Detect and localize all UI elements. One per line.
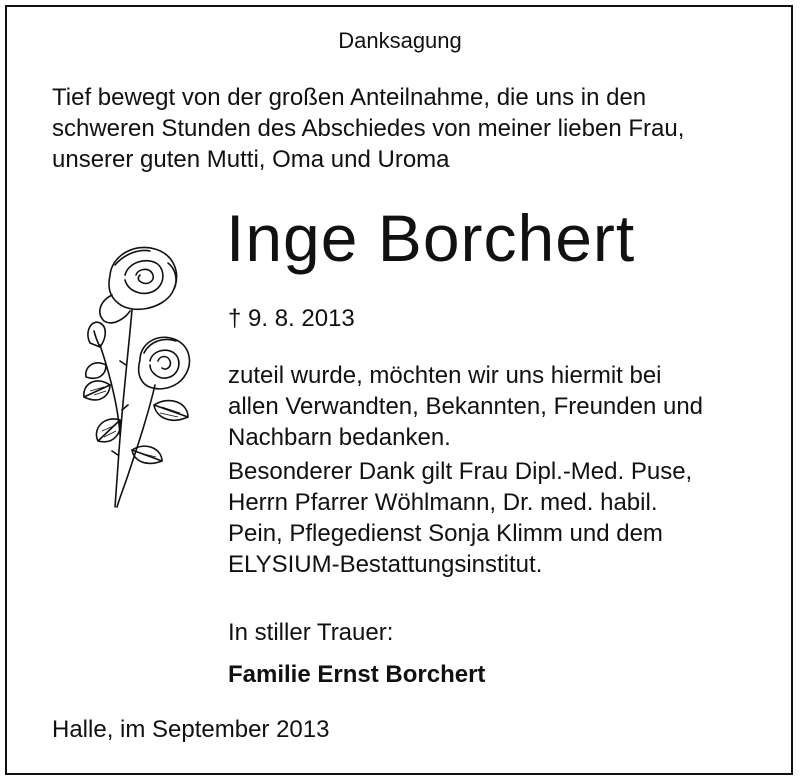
thanks-line: zuteil wurde, möchten wir uns hiermit bei [228, 362, 662, 389]
place-date: Halle, im September 2013 [52, 716, 330, 743]
special-thanks-line: Herrn Pfarrer Wöhlmann, Dr. med. habil. [228, 489, 658, 516]
special-thanks-line: Besonderer Dank gilt Frau Dipl.-Med. Puse, [228, 458, 693, 485]
thanks-paragraph [228, 360, 748, 453]
special-thanks-paragraph [228, 456, 748, 580]
intro-text [52, 82, 752, 175]
special-thanks-line: ELYSIUM-Bestattungsinstitut. [228, 551, 543, 578]
thanks-line: allen Verwandten, Bekannten, Freunden und [228, 393, 704, 420]
intro-line: schweren Stunden des Abschiedes von meiner lieben Frau, [52, 115, 685, 142]
rose-icon [70, 235, 205, 510]
notice-heading: Danksagung [338, 28, 462, 53]
intro-line: unserer guten Mutti, Oma und Uroma [52, 146, 450, 173]
mourning-label: In stiller Trauer: [228, 619, 394, 646]
intro-line: Tief bewegt von der großen Anteilnahme, die uns in den [52, 84, 647, 111]
thanks-line: Nachbarn bedanken. [228, 424, 451, 451]
deceased-name: Inge Borchert [226, 201, 636, 275]
family-signature: Familie Ernst Borchert [228, 661, 486, 688]
death-date: † 9. 8. 2013 [228, 305, 355, 332]
special-thanks-line: Pein, Pflegedienst Sonja Klimm und dem [228, 520, 663, 547]
